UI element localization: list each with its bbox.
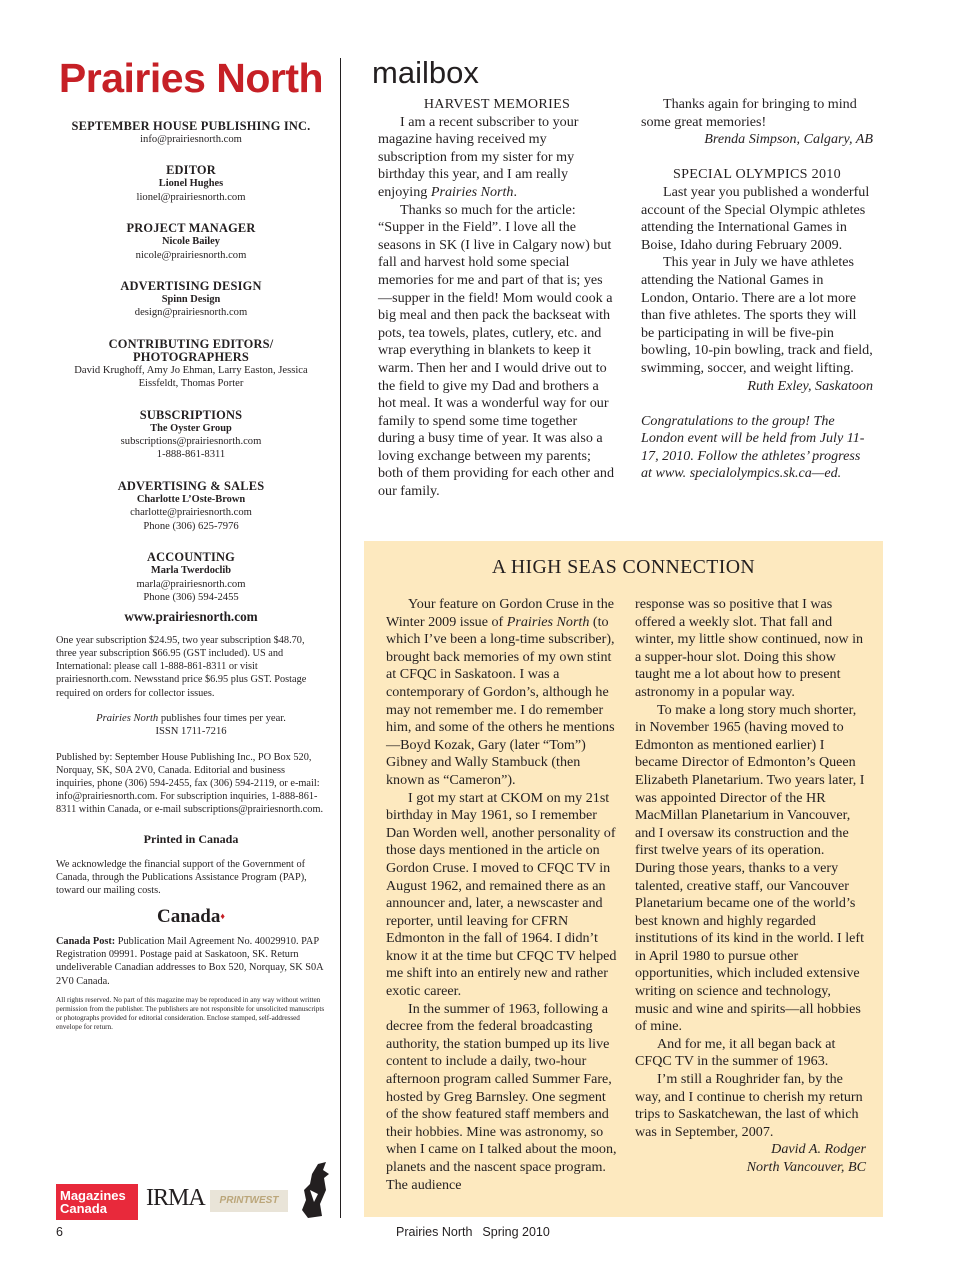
letter-signature: Ruth Exley, Saskatoon (747, 377, 873, 394)
canada-wordmark-text: Canada (157, 905, 221, 927)
accounting-block (56, 551, 326, 604)
magazines-canada-logo: Magazines Canada (56, 1184, 138, 1220)
magazine-name: Prairies North (506, 613, 590, 630)
editor-name: Lionel Hughes (158, 178, 224, 190)
letter-paragraph: This year in July we have athletes attending the National Games in London, Ontario. There are a lot more than five athletes. The sports they will be participating in will be five-pin bowling, 10-pin bowling, track and field, swimming, soccer, and weight lifting. (641, 254, 873, 376)
letter-paragraph (386, 596, 617, 790)
ad-sales-email: charlotte@prairiesnorth.com (130, 507, 252, 519)
ad-design-name: Spinn Design (161, 294, 221, 306)
publisher-block (56, 120, 326, 146)
letter-paragraph: response was so positive that I was offered a weekly slot. That fall and winter, my little show continued, now in a supper-hour slot. Doing this show taught me a lot about how to present astronomy in a popular way. (635, 596, 864, 700)
project-manager-email: nicole@prairiesnorth.com (135, 249, 247, 261)
maple-leaf-icon: ♦ (220, 910, 225, 921)
letter-column-right (641, 96, 873, 483)
canada-post-text: Publication Mail Agreement No. 40029910. PAP Registration 09991. Postage paid at Saskatoon, SK. Return undeliverable Canadian addresses to Box 520, Norquay, SK S0A 2V0 Canada. (56, 935, 324, 987)
subscriptions-role: SUBSCRIPTIONS (139, 407, 243, 422)
magazine-title: Prairies North (58, 55, 324, 101)
editor-email: lionel@prairiesnorth.com (136, 191, 246, 203)
irma-logo: IRMA (146, 1185, 205, 1211)
letter-paragraph (378, 114, 616, 202)
letter-paragraph: In the summer of 1963, following a decree from the federal broadcasting authority, the station bumped up its live content to include a daily, two-hour afternoon program called Summer Fare, hosted by Greg Barnsley. One segment of the show featured staff members and their hobbies. Mine was astronomy, so when I came on I talked about the moon, planets and the nascent space program. The audience (386, 1000, 617, 1193)
letter-paragraph: I’m still a Roughrider fan, by the way, and I continue to cherish my return trips to Saskatchewan, the last of which was in September, 2007. (635, 1071, 863, 1140)
letter-text: I am a recent subscriber to your magazine having received my subscription from my sister for my birthday this year, and I am really enjoying (378, 113, 579, 200)
contributing-names: David Krughoff, Amy Jo Ehman, Larry Easton, Jessica Eissfeldt, Thomas Porter (74, 364, 308, 390)
canada-post-info (56, 935, 326, 988)
letter-text: Your feature on Gordon Cruse in the Winter 2009 issue of (386, 596, 615, 630)
accounting-role: ACCOUNTING (146, 550, 236, 565)
printed-in-canada: Printed in Canada (143, 831, 239, 846)
magazine-name: Prairies North (430, 183, 514, 200)
feature-letter-title: A HIGH SEAS CONNECTION (491, 556, 756, 578)
subscriptions-email: subscriptions@prairiesnorth.com (120, 436, 262, 448)
contributing-role-line2: PHOTOGRAPHERS (133, 349, 249, 364)
project-manager-name: Nicole Bailey (161, 236, 220, 248)
letter-headline: HARVEST MEMORIES (423, 96, 571, 112)
editor-role: EDITOR (166, 163, 216, 178)
editor-note: Congratulations to the group! The London event will be held from July 11-17, 2010. Follow the athletes’ progress at www. specialolympics.sk.ca—ed. (641, 412, 865, 482)
ad-design-role: ADVERTISING DESIGN (120, 279, 262, 294)
letter-paragraph: I got my start at CKOM on my 21st birthday in May 1961, so I remember Dan Worden well, another personality of those days mentioned in the article on Gordon Cruse. I moved to CFQC TV in August 1962, and remained there as an announcer and, later, a newscaster and reporter, until leaving for CFRN Edmonton in the fall of 1964. I didn’t know it at the time but CFQC TV helped me shift into an entirely new and rather exotic career. (386, 789, 617, 1000)
section-title: mailbox (372, 55, 479, 90)
editor-block (56, 164, 326, 204)
publisher-name: SEPTEMBER HOUSE PUBLISHING INC. (71, 119, 311, 133)
project-manager-block (56, 222, 326, 262)
letter-signature-place: North Vancouver, BC (746, 1159, 866, 1175)
acknowledgement: We acknowledge the financial support of the Government of Canada, through the Publications Assistance Program (PAP), toward our mailing costs. (56, 858, 307, 897)
subscriptions-phone: 1-888-861-8311 (156, 449, 226, 461)
letter-text: . (513, 183, 518, 200)
letter-headline: SPECIAL OLYMPICS 2010 (672, 166, 842, 183)
letter-signature-name: David A. Rodger (771, 1141, 866, 1158)
ad-design-email: design@prairiesnorth.com (134, 307, 248, 319)
ad-sales-phone: Phone (306) 625-7976 (143, 520, 239, 532)
rights-notice: All rights reserved. No part of this magazine may be reproduced in any way without written permission from the publisher. The publishers are not responsible for unsolicited manuscripts or photographs provided for editorial consideration. Enclose stamped, self-addressed envelope for return. (56, 995, 325, 1031)
letter-paragraph: And for me, it all began back at CFQC TV in the summer of 1963. (635, 1035, 836, 1070)
letter-paragraph: To make a long story much shorter, in November 1965 (having moved to Edmonton as mentioned earlier) I became Director of Edmonton’s Queen Elizabeth Planetarium. Two years later, I was appointed Director of the HR MacMillan Planetarium in Vancouver, and I oversaw its construction and the first twelve years of its operation. During those years, thanks to a very talented, creative staff, our Vancouver Planetarium became one of the world’s best known and highly regarded institutions of its kind in the world. I left in April 1980 to pursue other opportunities, which included extensive writing on science and technology, music and wine and spirits—all hobbies of mine. (635, 701, 865, 1035)
subscriptions-name: The Oyster Group (150, 422, 232, 434)
bird-logo-icon (296, 1160, 336, 1220)
column-divider (340, 58, 341, 1218)
page-number: 6 (56, 1225, 63, 1239)
issn: ISSN 1711-7216 (155, 726, 227, 738)
letter-paragraph: Thanks again for bringing to mind some great memories! (641, 96, 857, 130)
feature-column-left (386, 596, 617, 1194)
letter-text: (to which I’ve been a long-time subscriber), brought back memories of my own stint at CFQC in Saskatoon. I was a contemporary of Gordon’s, although he may not remember me. I do remember him, and some of the others he mentions—Boyd Kozak, Gary (later “Tom”) Gibney and Wally Stambuck (then known as “Cameron”). (386, 613, 615, 788)
website-link[interactable]: www.prairiesnorth.com (124, 609, 258, 625)
project-manager-role: PROJECT MANAGER (126, 221, 256, 236)
letter-harvest-memories (378, 96, 616, 501)
ad-sales-role: ADVERTISING & SALES (117, 478, 265, 493)
subscription-info: One year subscription $24.95, two year subscription $48.70, three year subscription $66.95 (GST included). US and International: please call 1-888-861-8311 or visit prairiesnorth.com. Newsstand price $6.95 plus GST. Postage required on orders for collector issues. (56, 634, 307, 699)
frequency-text: publishes four times per year. (158, 712, 286, 724)
letter-paragraph: Thanks so much for the article: “Supper in the Field”. I love all the seasons in SK (I live in Calgary now) but fall and harvest hold some special memories for me and part of that is; yes—supper in the field! Mom would cook a big meal and then pack the backseat with pots, tea towels, plates, cutlery, etc. and wrap everything in blankets to keep it warm. Then her and I would drive out to the field to give my Dad and brothers a hot meal. It was a wonderful way for our family to spend some time together during a busy time of year. It was also a loving exchange between my parents; both of them providing for each other and our family. (378, 201, 615, 500)
accounting-name: Marla Twerdoclib (150, 565, 232, 577)
canada-wordmark (56, 905, 326, 927)
ad-sales-block (56, 480, 326, 533)
contributing-block (56, 338, 326, 391)
published-by: Published by: September House Publishing Inc., PO Box 520, Norquay, SK, S0A 2V0, Canada. Editorial and business inquiries, phone (306) 594-2455, fax (306) 594-2119, or e-mail: info@prairiesnorth.com. For subscription inquiries, 1-888-861-8311 within Canada, or e-mail subscriptions@prairiesnorth.com. (56, 751, 324, 816)
accounting-phone: Phone (306) 594-2455 (143, 591, 239, 603)
subscriptions-block (56, 409, 326, 462)
contributing-role-line1: CONTRIBUTING EDITORS/ (108, 336, 274, 351)
footer-title: Prairies North (396, 1225, 473, 1239)
printwest-logo: PRINTWEST (210, 1190, 288, 1212)
letter-paragraph: Last year you published a wonderful account of the Special Olympic athletes attending the International Games in Boise, Idaho during February 2009. (641, 183, 870, 253)
letter-signature: Brenda Simpson, Calgary, AB (704, 131, 873, 148)
ad-design-block (56, 280, 326, 320)
feature-column-right (635, 596, 866, 1177)
publisher-email: info@prairiesnorth.com (140, 134, 242, 145)
footer-publication (396, 1225, 550, 1239)
frequency-line (56, 712, 326, 725)
logo-strip (56, 1160, 336, 1220)
accounting-email: marla@prairiesnorth.com (136, 578, 246, 590)
ad-sales-name: Charlotte L’Oste-Brown (136, 493, 246, 505)
footer-issue: Spring 2010 (482, 1225, 550, 1239)
frequency-title: Prairies North (96, 712, 159, 724)
masthead (56, 52, 326, 1031)
canada-post-label: Canada Post: (56, 935, 116, 947)
